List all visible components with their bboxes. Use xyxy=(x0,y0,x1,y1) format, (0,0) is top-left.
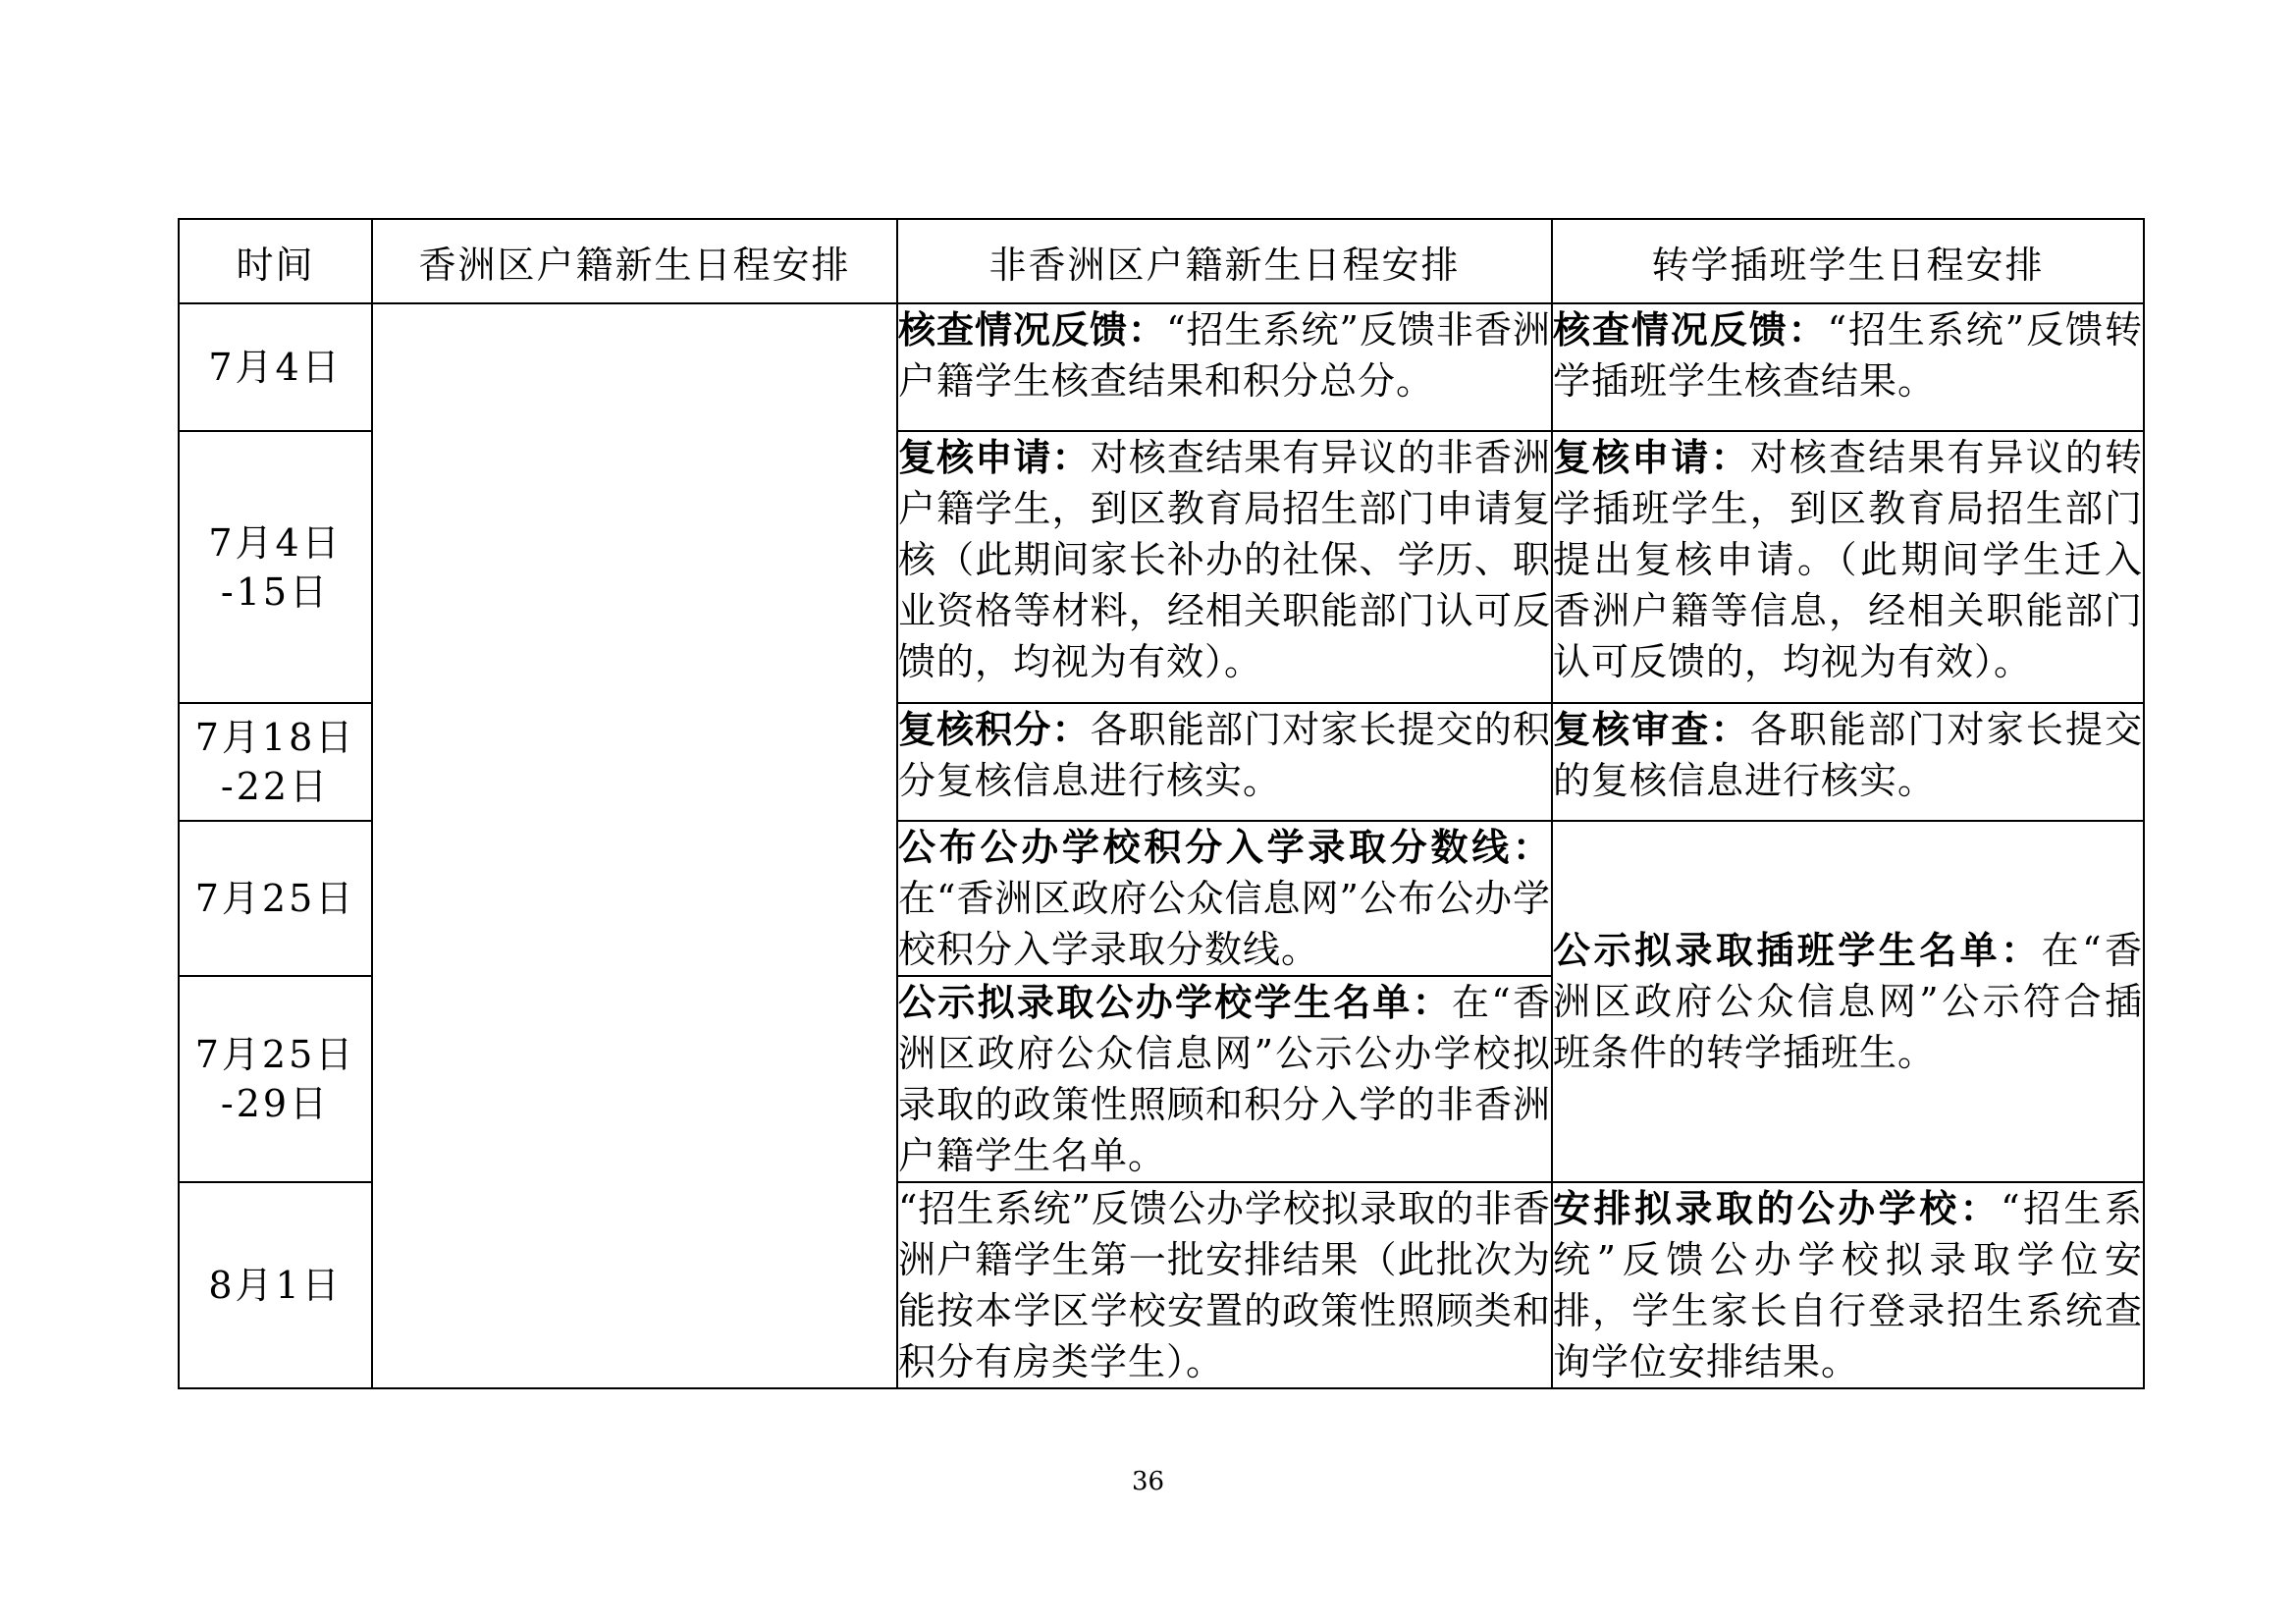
local-students-cell xyxy=(372,303,897,1388)
nonlocal-cell xyxy=(897,703,1552,821)
item-title: 复核审查： xyxy=(1553,707,1750,751)
item-text: “招生系统”反馈公办学校拟录取学位安排，学生家长自行登录招生系统查询学位安排结果。 xyxy=(1553,1187,2143,1383)
item-title: 公示拟录取公办学校学生名单： xyxy=(898,980,1452,1024)
item-title: 核查情况反馈： xyxy=(1553,307,1828,352)
nonlocal-cell xyxy=(897,821,1552,976)
header-nonlocal-students: 非香洲区户籍新生日程安排 xyxy=(897,219,1552,303)
item-text: “招生系统”反馈非香洲户籍学生核查结果和积分总分。 xyxy=(898,308,1551,403)
item-title: 公布公办学校积分入学录取分数线： xyxy=(898,825,1551,869)
item-text: “招生系统”反馈转学插班学生核查结果。 xyxy=(1553,308,2143,403)
transfer-cell xyxy=(1552,1182,2144,1388)
nonlocal-cell xyxy=(897,1182,1552,1388)
item-text: 在“香洲区政府公众信息网”公示符合插班条件的转学插班生。 xyxy=(1553,929,2143,1074)
header-local-students: 香洲区户籍新生日程安排 xyxy=(372,219,897,303)
item-text: 各职能部门对家长提交的复核信息进行核实。 xyxy=(1553,708,2143,802)
item-title: 公示拟录取插班学生名单： xyxy=(1553,928,2042,972)
item-text: 对核查结果有异议的转学插班学生，到区教育局招生部门提出复核申请。（此期间学生迁入香洲户籍等信息，经相关职能部门认可反馈的，均视为有效）。 xyxy=(1553,436,2143,683)
date-cell: 8月1日 xyxy=(179,1182,372,1388)
nonlocal-cell xyxy=(897,976,1552,1182)
transfer-cell xyxy=(1552,431,2144,703)
date-cell: 7月25日 -29日 xyxy=(179,976,372,1182)
item-text: 在“香洲区政府公众信息网”公布公办学校积分入学录取分数线。 xyxy=(898,877,1551,971)
date-cell: 7月25日 xyxy=(179,821,372,976)
transfer-cell xyxy=(1552,703,2144,821)
item-text: 各职能部门对家长提交的积分复核信息进行核实。 xyxy=(898,708,1551,802)
item-title: 安排拟录取的公办学校： xyxy=(1553,1186,2002,1230)
item-text: 对核查结果有异议的非香洲户籍学生，到区教育局招生部门申请复核（此期间家长补办的社保、学历、职业资格等材料，经相关职能部门认可反馈的，均视为有效）。 xyxy=(898,436,1551,683)
item-text: “招生系统”反馈公办学校拟录取的非香洲户籍学生第一批安排结果（此批次为能按本学区学校安置的政策性照顾类和积分有房类学生）。 xyxy=(898,1187,1551,1383)
item-title: 复核申请： xyxy=(898,435,1091,479)
table-row xyxy=(179,303,2144,431)
transfer-cell xyxy=(1552,821,2144,1182)
item-text: 在“香洲区政府公众信息网”公示公办学校拟录取的政策性照顾和积分入学的非香洲户籍学生名单。 xyxy=(898,981,1551,1177)
item-title: 复核申请： xyxy=(1553,435,1750,479)
table-header-row xyxy=(179,219,2144,303)
item-title: 复核积分： xyxy=(898,707,1091,751)
date-cell: 7月4日 -15日 xyxy=(179,431,372,703)
nonlocal-cell xyxy=(897,303,1552,431)
header-time: 时间 xyxy=(179,219,372,303)
nonlocal-cell xyxy=(897,431,1552,703)
page-number: 36 xyxy=(1131,1467,1165,1496)
schedule-table xyxy=(178,218,2145,1389)
date-cell: 7月18日 -22日 xyxy=(179,703,372,821)
header-transfer-students: 转学插班学生日程安排 xyxy=(1552,219,2144,303)
item-title: 核查情况反馈： xyxy=(898,307,1167,352)
transfer-cell xyxy=(1552,303,2144,431)
date-cell: 7月4日 xyxy=(179,303,372,431)
